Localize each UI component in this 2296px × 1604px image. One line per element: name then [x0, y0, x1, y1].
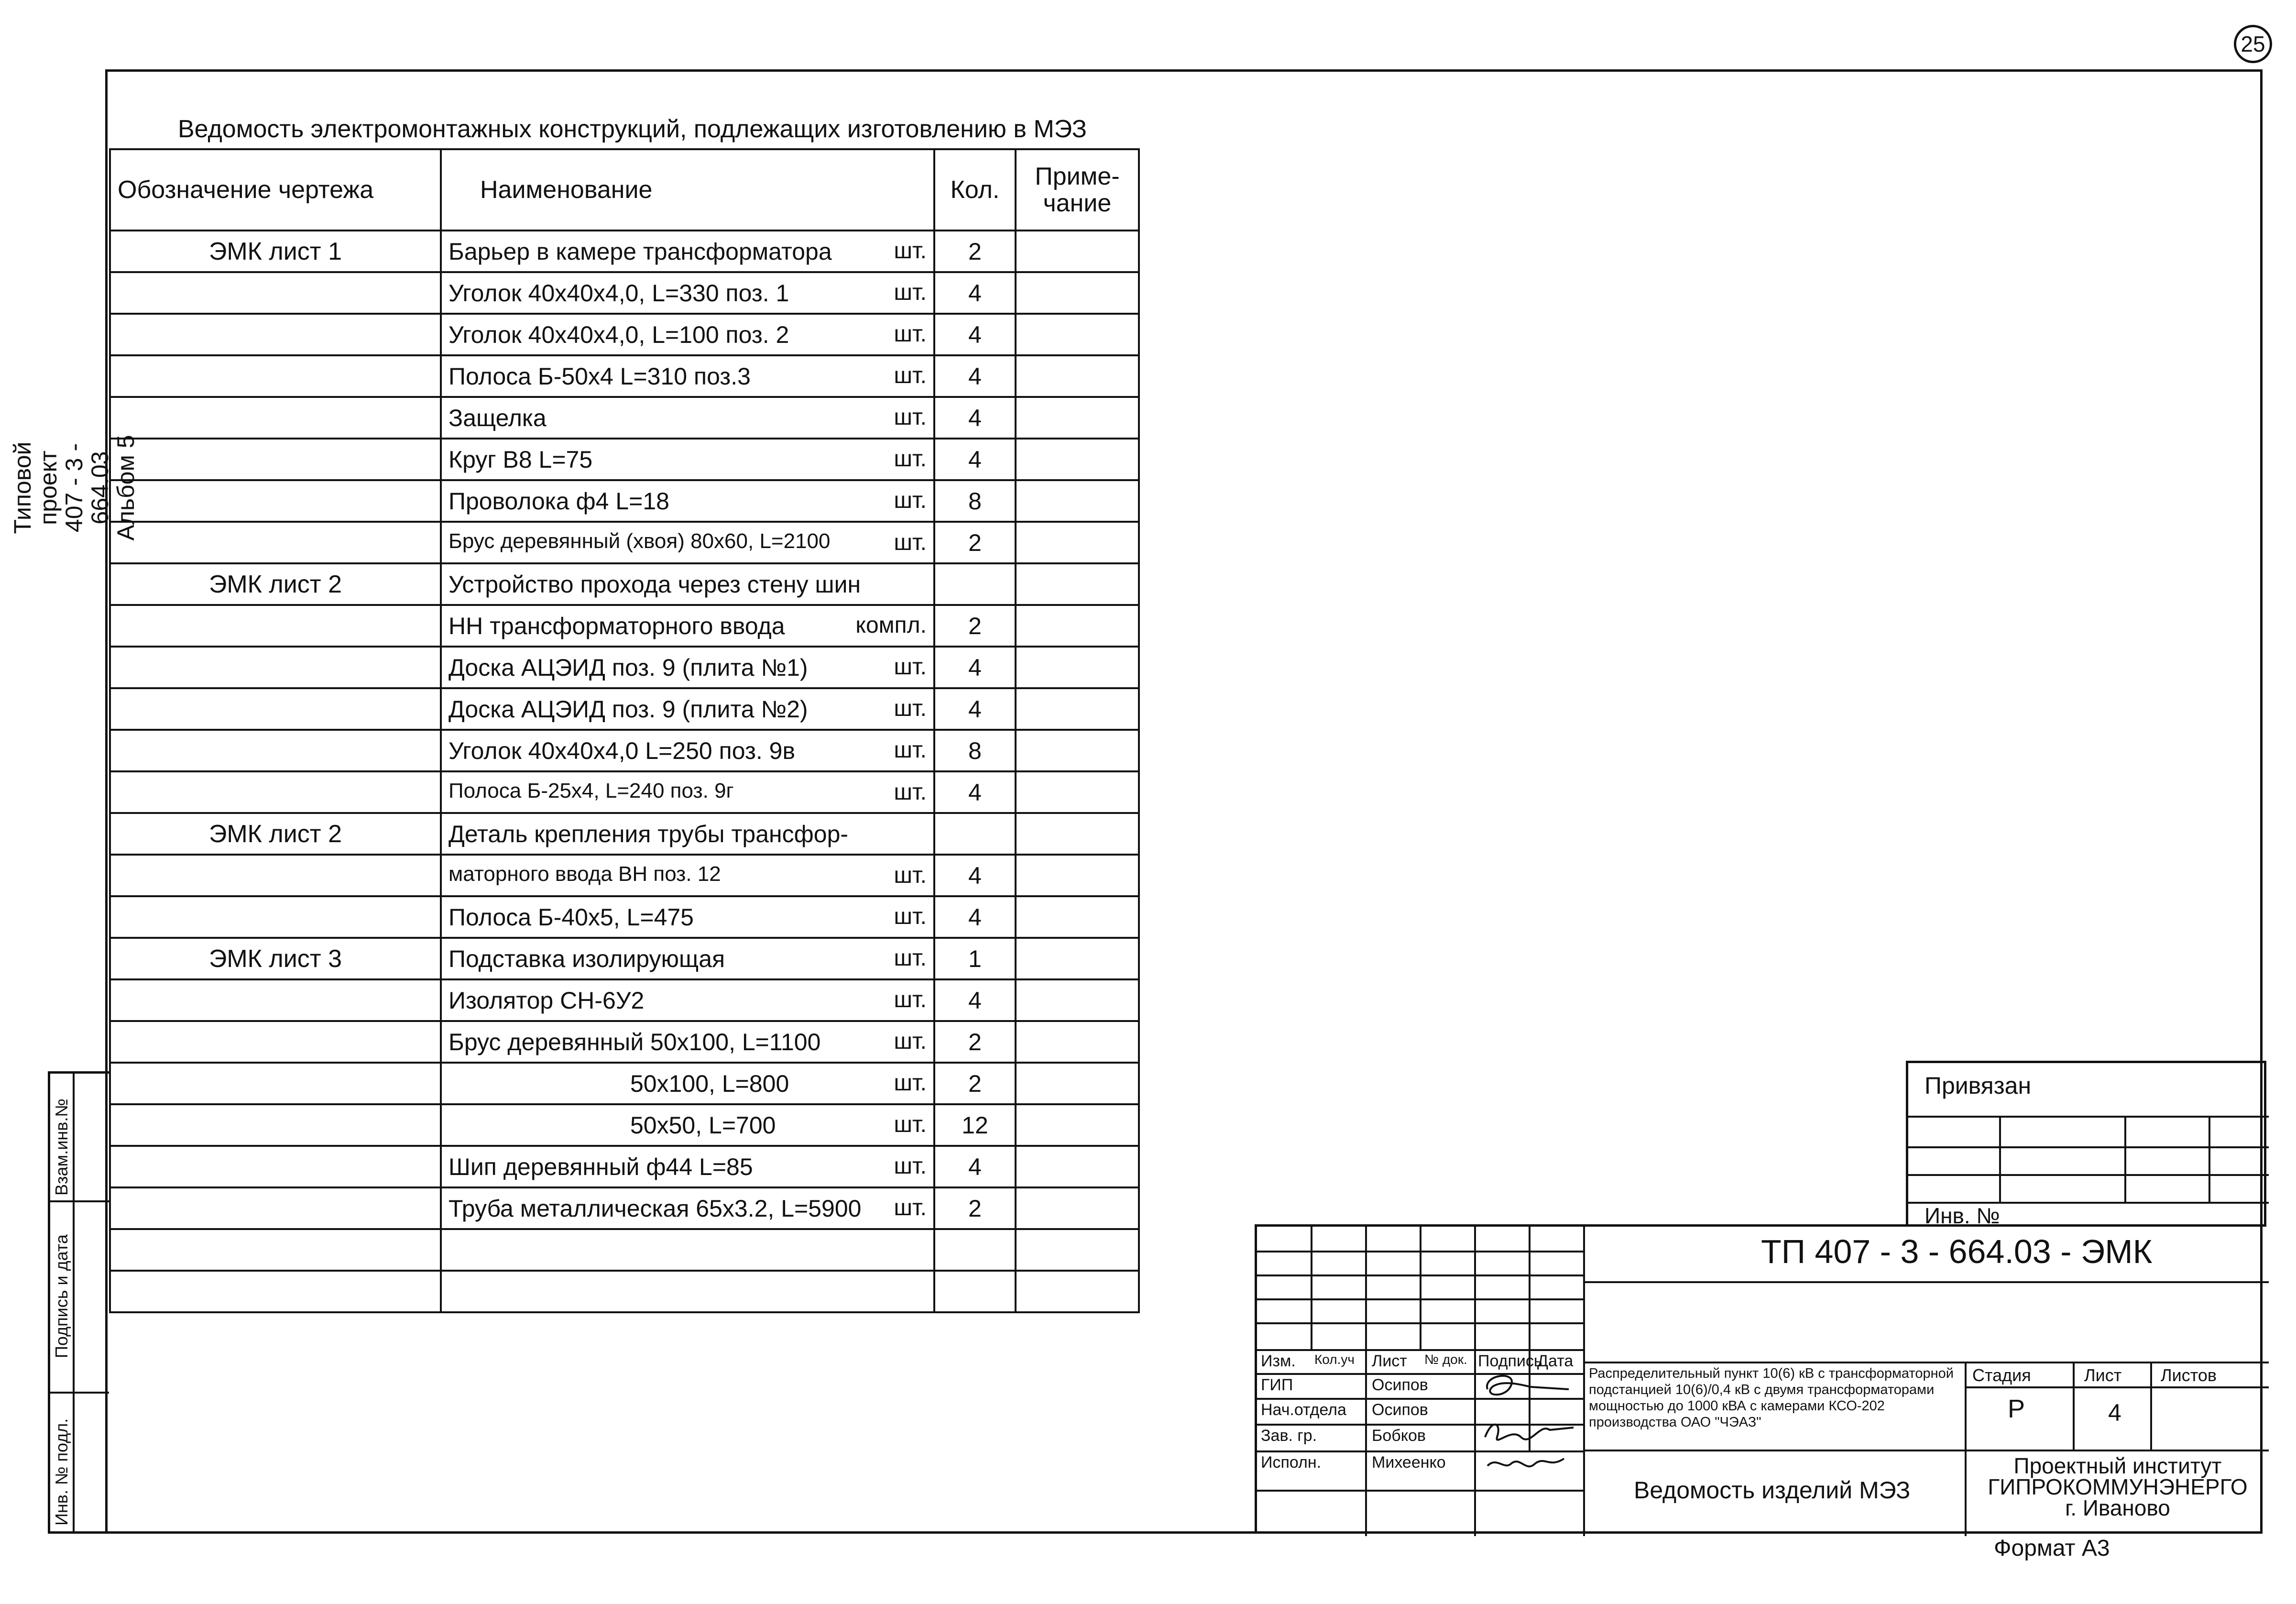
- name-ispoln: Михеенко: [1372, 1453, 1446, 1472]
- row-designation: [110, 896, 441, 938]
- sheet-title: Ведомость изделий МЭЗ: [1634, 1477, 1911, 1504]
- row-designation: [110, 979, 441, 1021]
- row-note: [1016, 1146, 1139, 1187]
- row-note: [1016, 605, 1139, 647]
- side-label-line2: 407 - 3 - 664.03: [61, 443, 113, 533]
- col-izm: Изм.: [1261, 1352, 1296, 1370]
- header-note: Приме- чание: [1016, 149, 1139, 231]
- row-designation: [110, 397, 441, 439]
- row-qty: 2: [934, 605, 1016, 647]
- table-row: [110, 647, 1139, 688]
- row-note: [1016, 1104, 1139, 1146]
- row-note: [1016, 355, 1139, 397]
- header-qty: Кол.: [934, 149, 1016, 231]
- table-row: [110, 522, 1139, 563]
- row-note: [1016, 480, 1139, 522]
- row-designation: [110, 605, 441, 647]
- row-qty: 12: [934, 1104, 1016, 1146]
- row-note: [1016, 896, 1139, 938]
- page-number-badge: [2234, 25, 2272, 63]
- row-name: [441, 314, 934, 355]
- row-name-text: Устройство прохода через стену шин: [448, 571, 861, 598]
- row-name: [441, 231, 934, 272]
- org-line1: Проектный институт: [2013, 1453, 2222, 1478]
- row-designation: [110, 1021, 441, 1063]
- table-row: [110, 355, 1139, 397]
- row-note: [1016, 1063, 1139, 1104]
- table-row: [110, 314, 1139, 355]
- row-unit: шт.: [894, 1111, 927, 1137]
- row-unit: шт.: [894, 654, 927, 680]
- row-note: [1016, 1021, 1139, 1063]
- name-gip: Осипов: [1372, 1376, 1428, 1394]
- row-name-text: Защелка: [448, 404, 547, 431]
- row-note: [1016, 938, 1139, 979]
- col-list: Лист: [1372, 1352, 1407, 1370]
- table-row: [110, 979, 1139, 1021]
- table-row: [110, 855, 1139, 896]
- row-name-text: 50х100, L=800: [630, 1070, 789, 1097]
- row-qty: 2: [934, 231, 1016, 272]
- row-note: [1016, 813, 1139, 855]
- paper-format: Формат А3: [1994, 1536, 2110, 1561]
- stage-label: Стадия: [1972, 1365, 2031, 1385]
- row-note: [1016, 647, 1139, 688]
- row-designation: [110, 1146, 441, 1187]
- row-name-text: Барьер в камере трансформатора: [448, 238, 832, 265]
- row-name: [441, 813, 934, 855]
- row-designation: ЭМК лист 2: [110, 563, 441, 605]
- row-designation: [110, 1229, 441, 1271]
- row-note: [1016, 1271, 1139, 1312]
- table-row: [110, 688, 1139, 730]
- row-qty: 4: [934, 439, 1016, 480]
- row-name-text: Уголок 40х40х4,0, L=100 поз. 2: [448, 321, 789, 348]
- row-qty: [934, 1271, 1016, 1312]
- row-name-text: Полоса Б-25х4, L=240 поз. 9г: [448, 779, 734, 802]
- row-name: [441, 397, 934, 439]
- row-unit: шт.: [894, 780, 927, 805]
- row-note: [1016, 397, 1139, 439]
- row-name-text: Полоса Б-40х5, L=475: [448, 903, 694, 931]
- row-name: [441, 1021, 934, 1063]
- row-name: [441, 1187, 934, 1229]
- row-name: [441, 771, 934, 813]
- row-name-text: маторного ввода ВН поз. 12: [448, 862, 721, 886]
- table-row: [110, 563, 1139, 605]
- row-unit: шт.: [894, 530, 927, 555]
- row-name: [441, 605, 934, 647]
- row-name-text: Проволока ф4 L=18: [448, 487, 669, 515]
- row-unit: шт.: [894, 363, 927, 388]
- row-name: [441, 1271, 934, 1312]
- row-designation: ЭМК лист 1: [110, 231, 441, 272]
- side-label-line3: Альбом 5: [112, 435, 139, 541]
- table-row: [110, 272, 1139, 314]
- stamp-podpis: Подпись и дата: [52, 1234, 71, 1358]
- row-name: [441, 355, 934, 397]
- col-podpis: Подпись: [1478, 1352, 1542, 1370]
- row-name: [441, 439, 934, 480]
- row-designation: [110, 355, 441, 397]
- row-unit: шт.: [894, 1195, 927, 1220]
- page-number: 25: [2241, 32, 2265, 56]
- row-name-text: Деталь крепления трубы трансфор-: [448, 820, 849, 847]
- table-row: [110, 1063, 1139, 1104]
- row-note: [1016, 730, 1139, 771]
- row-name: [441, 563, 934, 605]
- stamp-vzam: Взам.инв.№: [52, 1098, 71, 1196]
- table-row: [110, 480, 1139, 522]
- privyazan-block: [1906, 1061, 2266, 1228]
- row-designation: [110, 647, 441, 688]
- row-designation: ЭМК лист 2: [110, 813, 441, 855]
- table-row: [110, 938, 1139, 979]
- row-unit: шт.: [894, 487, 927, 513]
- row-name-text: Подставка изолирующая: [448, 945, 725, 972]
- row-designation: [110, 771, 441, 813]
- row-unit: шт.: [894, 945, 927, 971]
- row-name: [441, 688, 934, 730]
- row-name-text: Уголок 40х40х4,0 L=250 поз. 9в: [448, 737, 796, 764]
- row-name: [441, 480, 934, 522]
- row-name: [441, 855, 934, 896]
- table-row: [110, 605, 1139, 647]
- signature-icon: [1478, 1370, 1581, 1485]
- table-header-row: [110, 149, 1139, 231]
- row-qty: 4: [934, 979, 1016, 1021]
- row-name-text: Брус деревянный 50х100, L=1100: [448, 1028, 821, 1055]
- row-designation: [110, 1063, 441, 1104]
- row-unit: шт.: [894, 279, 927, 305]
- table-row: [110, 1187, 1139, 1229]
- row-qty: 4: [934, 855, 1016, 896]
- document-title: Ведомость электромонтажных конструкций, подлежащих изготовлению в МЭЗ: [178, 115, 1087, 143]
- privyazan-title: Привязан: [1924, 1072, 2032, 1099]
- row-name: [441, 1104, 934, 1146]
- row-designation: ЭМК лист 3: [110, 938, 441, 979]
- side-label-line1: Типовой проект: [9, 441, 62, 534]
- row-qty: [934, 1229, 1016, 1271]
- row-qty: 4: [934, 314, 1016, 355]
- row-name-text: Изолятор СН-6У2: [448, 987, 645, 1014]
- sheet-value: 4: [2108, 1399, 2121, 1426]
- row-qty: 1: [934, 938, 1016, 979]
- row-qty: 4: [934, 397, 1016, 439]
- left-stamp: [48, 1071, 109, 1534]
- row-name: [441, 1063, 934, 1104]
- stage-value: Р: [2008, 1395, 2025, 1423]
- row-designation: [110, 480, 441, 522]
- row-note: [1016, 563, 1139, 605]
- table-row: [110, 1271, 1139, 1312]
- col-data: Дата: [1537, 1352, 1574, 1370]
- row-unit: шт.: [894, 903, 927, 929]
- row-qty: 4: [934, 771, 1016, 813]
- row-note: [1016, 979, 1139, 1021]
- header-designation: Обозначение чертежа: [110, 149, 441, 231]
- role-ispoln: Исполн.: [1261, 1453, 1322, 1472]
- row-name-text: Полоса Б-50х4 L=310 поз.3: [448, 363, 751, 390]
- row-unit: компл.: [855, 612, 927, 638]
- row-name-text: Уголок 40х40х4,0, L=330 поз. 1: [448, 279, 789, 307]
- row-designation: [110, 730, 441, 771]
- row-name-text: НН трансформаторного ввода: [448, 612, 785, 639]
- table-row: [110, 896, 1139, 938]
- project-description: Распределительный пункт 10(6) кВ с трансформаторной подстанцией 10(6)/0,4 кВ с двумя трансформаторами мощностью до 1000 кВА с камерами КСО-202 производства ОАО "ЧЭАЗ": [1589, 1366, 1954, 1430]
- row-unit: шт.: [894, 737, 927, 763]
- title-block: [1255, 1224, 2266, 1534]
- row-name: [441, 979, 934, 1021]
- row-name-text: Круг В8 L=75: [448, 446, 593, 473]
- row-name: [441, 522, 934, 563]
- row-qty: [934, 813, 1016, 855]
- row-unit: шт.: [894, 863, 927, 888]
- row-designation: [110, 522, 441, 563]
- col-kol-uch: Кол.уч: [1314, 1352, 1355, 1367]
- row-qty: 4: [934, 647, 1016, 688]
- drawing-code: ТП 407 - 3 - 664.03 - ЭМК: [1761, 1233, 2153, 1270]
- table-row: [110, 1021, 1139, 1063]
- org-line2: ГИПРОКОММУНЭНЕРГО: [1988, 1474, 2248, 1499]
- row-note: [1016, 522, 1139, 563]
- row-note: [1016, 855, 1139, 896]
- row-qty: 2: [934, 1063, 1016, 1104]
- row-qty: 4: [934, 1146, 1016, 1187]
- table-row: [110, 1104, 1139, 1146]
- row-qty: 8: [934, 480, 1016, 522]
- role-zav: Зав. гр.: [1261, 1427, 1317, 1445]
- stamp-inv: Инв. № подл.: [52, 1418, 71, 1526]
- row-designation: [110, 688, 441, 730]
- row-unit: шт.: [894, 1028, 927, 1054]
- row-unit: шт.: [894, 446, 927, 472]
- table-row: [110, 397, 1139, 439]
- privyazan-inv: Инв. №: [1924, 1203, 2000, 1228]
- row-note: [1016, 272, 1139, 314]
- row-designation: [110, 1104, 441, 1146]
- row-name: [441, 272, 934, 314]
- row-note: [1016, 439, 1139, 480]
- row-name: [441, 938, 934, 979]
- row-qty: 8: [934, 730, 1016, 771]
- row-name-text: Доска АЦЭИД поз. 9 (плита №2): [448, 695, 808, 723]
- row-name: [441, 730, 934, 771]
- row-name: [441, 1146, 934, 1187]
- row-note: [1016, 688, 1139, 730]
- row-name-text: Доска АЦЭИД поз. 9 (плита №1): [448, 654, 808, 681]
- row-name: [441, 647, 934, 688]
- table-row: [110, 1146, 1139, 1187]
- row-note: [1016, 231, 1139, 272]
- row-name-text: Шип деревянный ф44 L=85: [448, 1153, 753, 1180]
- header-name: Наименование: [441, 149, 934, 231]
- row-name-text: 50х50, L=700: [630, 1111, 776, 1139]
- row-qty: 4: [934, 688, 1016, 730]
- row-qty: 4: [934, 355, 1016, 397]
- table-row: [110, 1229, 1139, 1271]
- role-nach: Нач.отдела: [1261, 1401, 1346, 1419]
- items-table: [109, 148, 1140, 1313]
- row-note: [1016, 771, 1139, 813]
- org-line3: г. Иваново: [2065, 1495, 2170, 1520]
- row-qty: 2: [934, 1021, 1016, 1063]
- row-qty: [934, 563, 1016, 605]
- row-name-text: Труба металлическая 65х3.2, L=5900: [448, 1195, 862, 1222]
- row-unit: шт.: [894, 1153, 927, 1179]
- name-nach: Осипов: [1372, 1401, 1428, 1419]
- row-unit: шт.: [894, 238, 927, 264]
- row-qty: 2: [934, 522, 1016, 563]
- row-qty: 4: [934, 272, 1016, 314]
- row-name: [441, 896, 934, 938]
- row-designation: [110, 439, 441, 480]
- table-row: [110, 231, 1139, 272]
- row-unit: шт.: [894, 321, 927, 347]
- row-name-text: Брус деревянный (хвоя) 80х60, L=2100: [448, 529, 831, 553]
- row-unit: шт.: [894, 404, 927, 430]
- table-row: [110, 813, 1139, 855]
- row-note: [1016, 314, 1139, 355]
- organization: [1967, 1455, 2269, 1518]
- row-qty: 2: [934, 1187, 1016, 1229]
- row-designation: [110, 1187, 441, 1229]
- row-unit: шт.: [894, 1070, 927, 1096]
- row-note: [1016, 1229, 1139, 1271]
- table-row: [110, 771, 1139, 813]
- row-designation: [110, 272, 441, 314]
- row-unit: шт.: [894, 695, 927, 721]
- table-row: [110, 439, 1139, 480]
- sheets-label: Листов: [2161, 1365, 2217, 1385]
- row-note: [1016, 1187, 1139, 1229]
- row-unit: шт.: [894, 987, 927, 1012]
- col-doc: № док.: [1424, 1352, 1467, 1367]
- row-qty: 4: [934, 896, 1016, 938]
- sheet-label: Лист: [2084, 1365, 2122, 1385]
- name-zav: Бобков: [1372, 1427, 1426, 1445]
- row-designation: [110, 1271, 441, 1312]
- row-designation: [110, 855, 441, 896]
- row-name: [441, 1229, 934, 1271]
- table-row: [110, 730, 1139, 771]
- row-designation: [110, 314, 441, 355]
- role-gip: ГИП: [1261, 1376, 1293, 1394]
